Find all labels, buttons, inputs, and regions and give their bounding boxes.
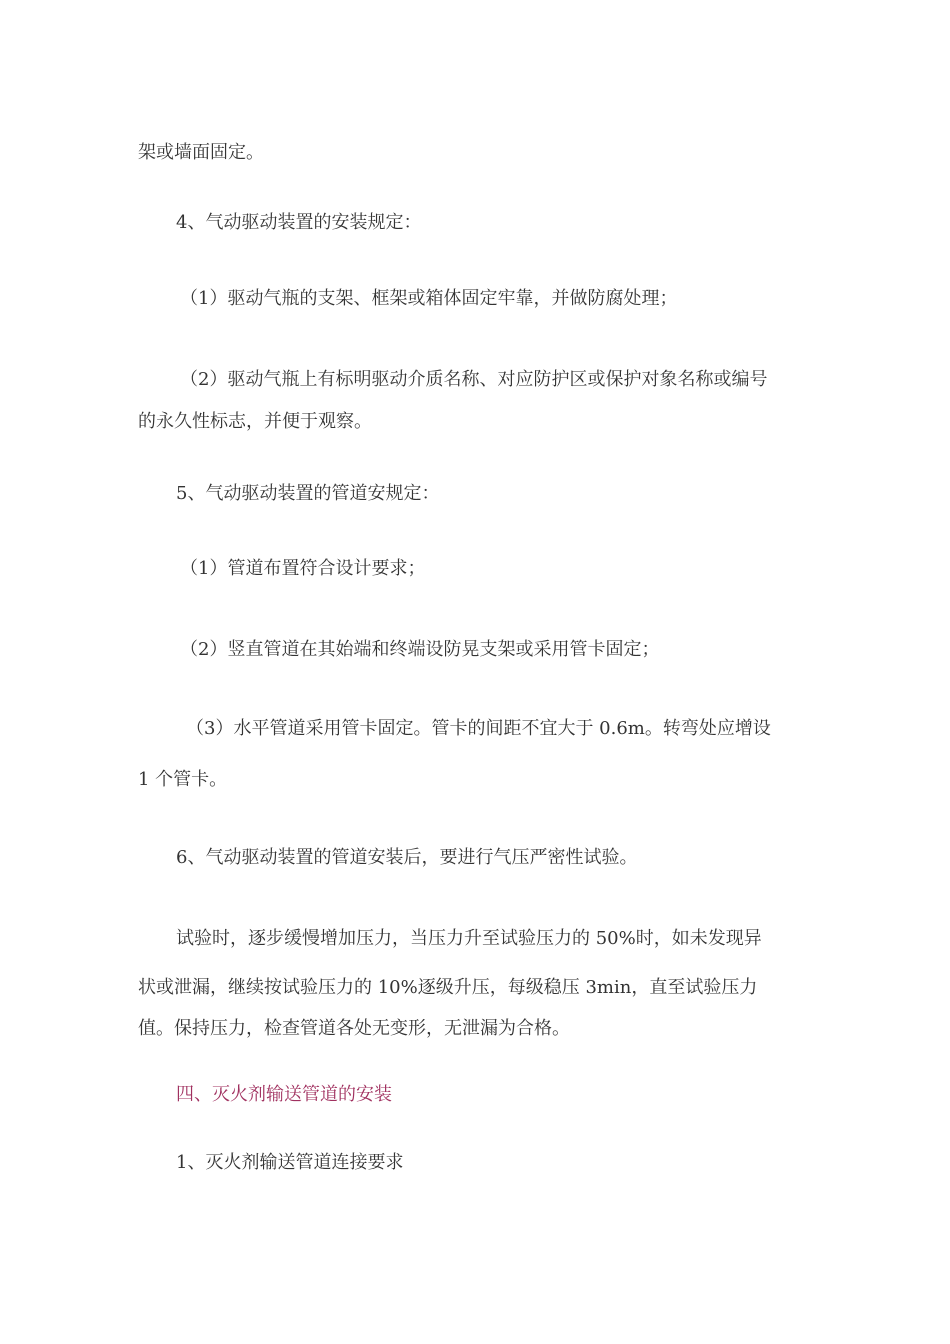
chapter-4-heading: 四、灭火剂输送管道的安装 <box>176 1084 392 1105</box>
subsection-1-title: 1、灭火剂输送管道连接要求 <box>176 1152 404 1173</box>
section-5-title: 5、气动驱动装置的管道安规定： <box>176 483 440 504</box>
item-5-3-line1: （3）水平管道采用管卡固定。管卡的间距不宜大于 0.6m。转弯处应增设 <box>186 718 771 739</box>
item-4-2-line2: 的永久性标志，并便于观察。 <box>138 411 372 432</box>
test-paragraph-line2: 状或泄漏，继续按试验压力的 10%逐级升压，每级稳压 3min，直至试验压力 <box>138 977 758 998</box>
item-5-2: （2）竖直管道在其始端和终端设防晃支架或采用管卡固定； <box>180 639 660 660</box>
item-5-1: （1）管道布置符合设计要求； <box>180 558 426 579</box>
test-paragraph-line3: 值。保持压力，检查管道各处无变形，无泄漏为合格。 <box>138 1018 570 1039</box>
section-4-title: 4、气动驱动装置的安装规定： <box>176 212 422 233</box>
item-5-3-line2: 1 个管卡。 <box>138 769 228 790</box>
item-4-2-line1: （2）驱动气瓶上有标明驱动介质名称、对应防护区或保护对象名称或编号 <box>180 369 768 390</box>
paragraph-line: 架或墙面固定。 <box>138 142 264 163</box>
test-paragraph-line1: 试验时，逐步缓慢增加压力，当压力升至试验压力的 50%时，如未发现异 <box>176 928 762 949</box>
section-6-title: 6、气动驱动装置的管道安装后，要进行气压严密性试验。 <box>176 847 638 868</box>
item-4-1: （1）驱动气瓶的支架、框架或箱体固定牢靠，并做防腐处理； <box>180 288 678 309</box>
